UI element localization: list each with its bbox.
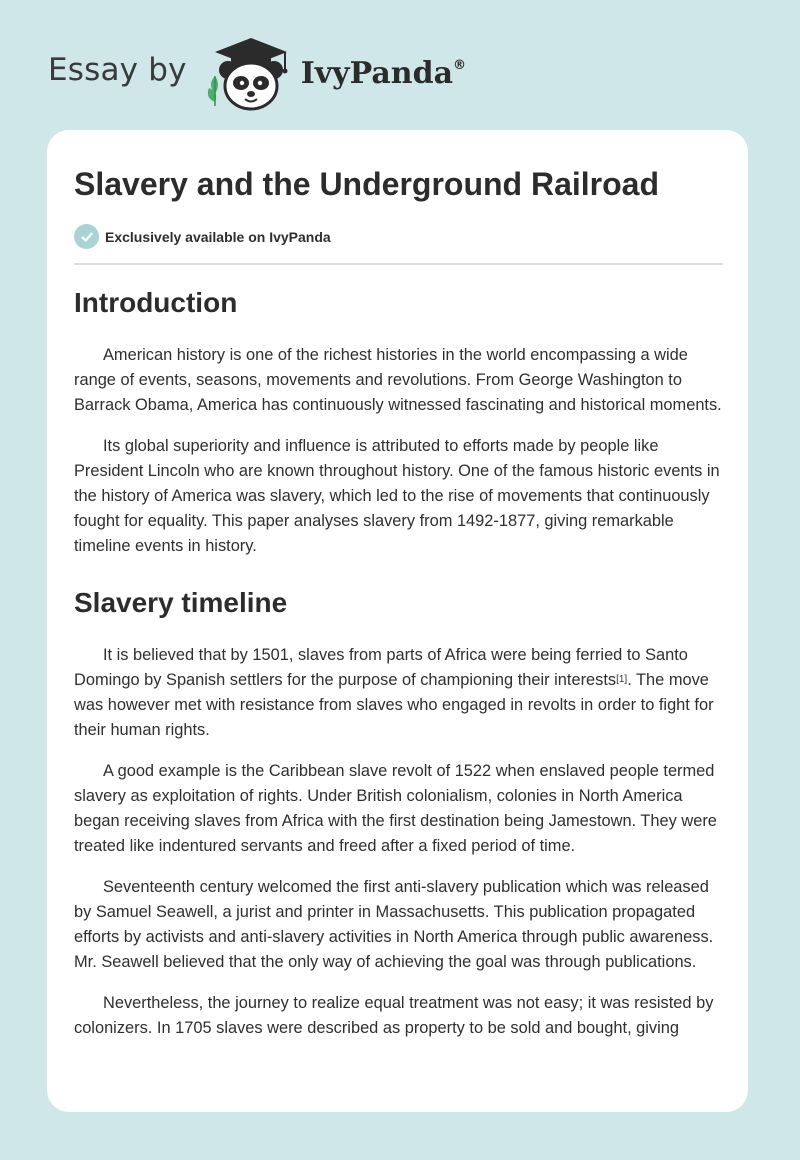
paragraph: American history is one of the richest histories in the world encompassing a wide range of events, seasons, movements and revolutions. From George Washington to Barrack Obama, America has continuously witnessed fascinating and historical moments. [74,346,722,414]
brand-text: IvyPanda [300,55,454,91]
paragraph: Nevertheless, the journey to realize equal treatment was not easy; it was resisted by colonizers. In 1705 slaves were described as property to be sold and bought, giving [74,994,714,1037]
page-title: Slavery and the Underground Railroad [74,166,659,202]
article-content [74,130,724,1041]
paragraph: A good example is the Caribbean slave revolt of 1522 when enslaved people termed slavery as exploitation of rights. Under British colonialism, colonies in North America began receiving slaves from Africa with the first destination being Jamestown. They were treated like indentured servants and freed after a fixed period of time. [74,762,717,855]
check-circle-icon [74,224,99,249]
paragraph: Seventeenth century welcomed the first anti-slavery publication which was released by Samuel Seawell, a jurist and printer in Massachusetts. This publication propagated efforts by activists and anti-slavery activities in North America through public awareness. Mr. Seawell believed that the only way of achieving the goal was through publications. [74,878,714,971]
section-heading-introduction: Introduction [74,287,238,318]
paragraph-text: . The move was however met with resistance from slaves who engaged in revolts in order to fight for their human rights. [74,671,714,739]
panda-graduate-logo-icon[interactable] [201,36,297,112]
divider [74,263,723,265]
paragraph-text: It is believed that by 1501, slaves from parts of Africa were being ferried to Santo Domingo by Spanish settlers for the purpose of championing their interests [74,646,688,689]
registered-mark: ® [453,57,467,73]
exclusive-badge [74,224,724,249]
essay-by-label: Essay by [48,52,187,88]
footnote-reference-link[interactable]: [1] [616,674,628,685]
article-card [47,130,748,1112]
site-header [48,34,466,114]
section-heading-slavery-timeline: Slavery timeline [74,587,288,618]
badge-label: Exclusively available on IvyPanda [105,228,331,245]
brand-name[interactable] [301,56,466,91]
paragraph [74,643,724,743]
paragraph: Its global superiority and influence is attributed to efforts made by people like President Lincoln who are known throughout history. One of the famous historic events in the history of America was slavery, which led to the rise of movements that continuously fought for equality. This paper analyses slavery from 1492-1877, giving remarkable timeline events in history. [74,437,720,555]
